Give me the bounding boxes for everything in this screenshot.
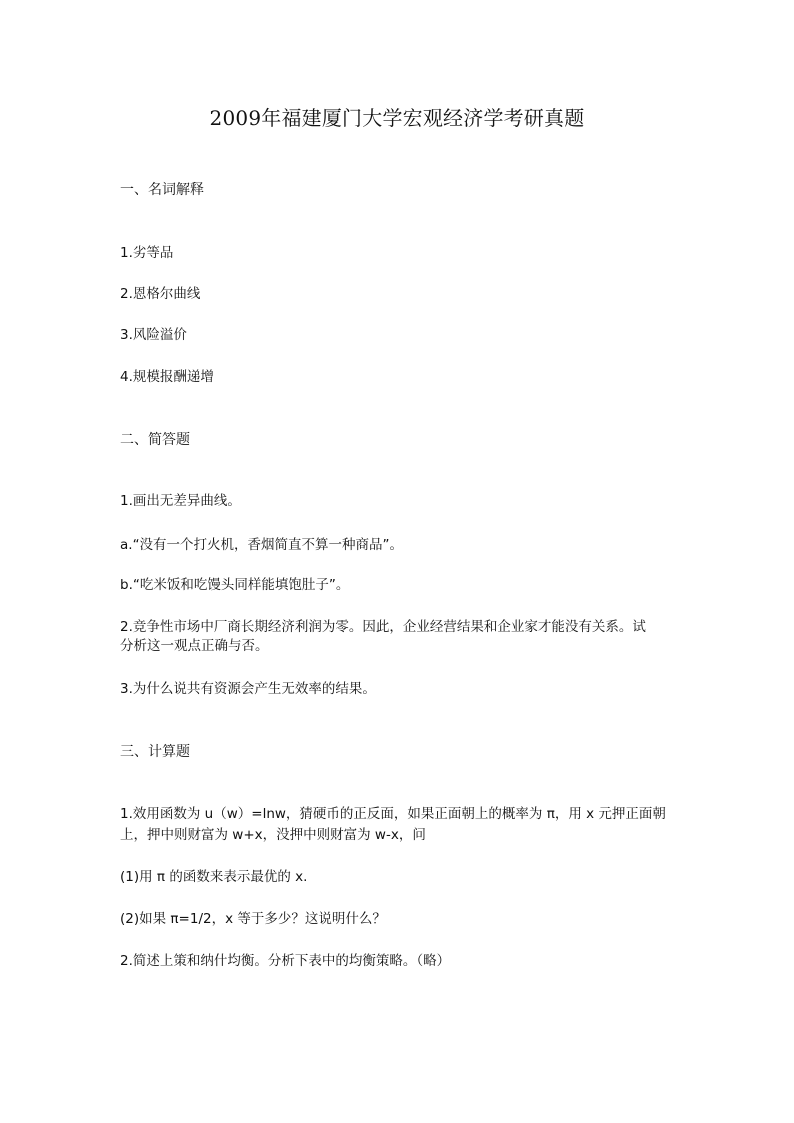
calc-q1-line2: 上，押中则财富为 w+x，没押中则财富为 w-x，问 (120, 827, 426, 843)
term-item-1: 1.劣等品 (120, 245, 174, 261)
term-item-2: 2.恩格尔曲线 (120, 286, 201, 302)
calc-q1-part1: (1)用 π 的函数来表示最优的 x. (120, 869, 308, 885)
section-heading-terms: 一、名词解释 (120, 182, 204, 198)
short-answer-q1a: a.“没有一个打火机，香烟简直不算一种商品”。 (120, 537, 404, 553)
short-answer-q1b: b.“吃米饭和吃馒头同样能填饱肚子”。 (120, 577, 350, 593)
short-answer-q2-line1: 2.竞争性市场中厂商长期经济利润为零。因此，企业经营结果和企业家才能没有关系。试 (120, 619, 646, 635)
section-heading-short-answer: 二、简答题 (120, 432, 190, 448)
term-item-3: 3.风险溢价 (120, 327, 187, 343)
calc-q1-part2: (2)如果 π=1/2，x 等于多少？这说明什么？ (120, 911, 386, 927)
short-answer-q2-line2: 分析这一观点正确与否。 (120, 638, 269, 654)
term-item-4: 4.规模报酬递增 (120, 369, 214, 385)
calc-q2: 2.简述上策和纳什均衡。分析下表中的均衡策略。（略） (120, 953, 451, 969)
document-title: 2009年福建厦门大学宏观经济学考研真题 (209, 106, 585, 130)
section-heading-calculation: 三、计算题 (120, 744, 190, 760)
calc-q1-line1: 1.效用函数为 u（w）=lnw，猜硬币的正反面，如果正面朝上的概率为 π，用 x 元押正面朝 (120, 806, 666, 822)
short-answer-q3: 3.为什么说共有资源会产生无效率的结果。 (120, 681, 376, 697)
short-answer-q1: 1.画出无差异曲线。 (120, 493, 241, 509)
